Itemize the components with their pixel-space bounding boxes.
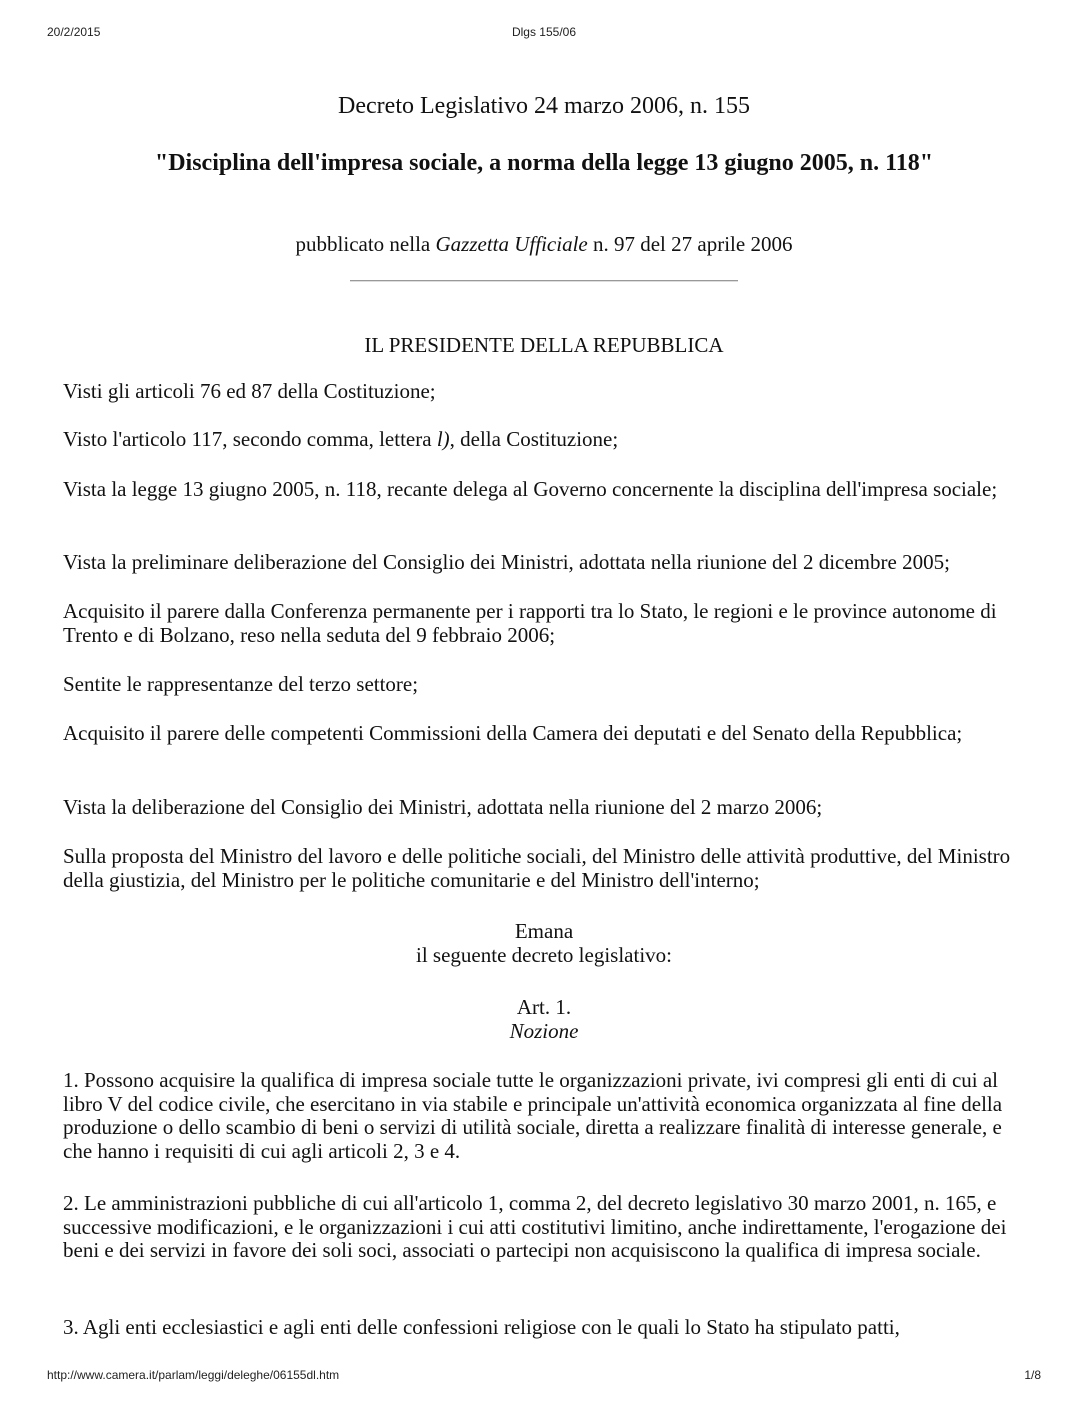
paragraph: Visti gli articoli 76 ed 87 della Costituzione;	[63, 379, 436, 403]
pub-gazette: Gazzetta Ufficiale	[435, 232, 588, 256]
pub-post: n. 97 del 27 aprile 2006	[587, 232, 793, 256]
enactment	[0, 919, 1088, 967]
article-number: Art. 1.	[516, 995, 572, 1019]
paragraph: 3. Agli enti ecclesiastici e agli enti delle confessioni religiose con le quali lo Stato ha stipulato patti,	[63, 1315, 900, 1339]
paragraph: Sentite le rappresentanze del terzo settore;	[63, 672, 419, 696]
p2-italic: l)	[436, 427, 450, 451]
paragraph: Acquisito il parere delle competenti Commissioni della Camera dei deputati e del Senato della Repubblica;	[63, 721, 963, 745]
p2-post: , della Costituzione;	[449, 427, 619, 451]
paragraph: 1. Possono acquisire la qualifica di impresa sociale tutte le organizzazioni private, ivi compresi gli enti di cui al libro V del codice civile, che esercitano in via stabile e principale un'attività economica organizzata al fine della produzione o dello scambio di beni o servizi di utilità sociale, diretta a realizzare finalità di interesse generale, e che hanno i requisiti di cui agli articoli 2, 3 e 4.	[63, 1068, 1003, 1163]
p2-pre: Visto l'articolo 117, secondo comma, lettera	[63, 427, 437, 451]
article-heading	[0, 995, 1088, 1043]
divider	[350, 280, 738, 282]
pub-pre: pubblicato nella	[295, 232, 436, 256]
print-url: http://www.camera.it/parlam/leggi/deleghe/06155dl.htm	[47, 1368, 340, 1382]
print-date: 20/2/2015	[47, 25, 101, 39]
president-heading: IL PRESIDENTE DELLA REPUBBLICA	[364, 333, 724, 357]
page-number: 1/8	[1024, 1368, 1041, 1382]
paragraph: Vista la legge 13 giugno 2005, n. 118, recante delega al Governo concernente la disciplina dell'impresa sociale;	[63, 477, 998, 501]
paragraph: Vista la deliberazione del Consiglio dei Ministri, adottata nella riunione del 2 marzo 2006;	[63, 795, 823, 819]
print-title: Dlgs 155/06	[511, 25, 577, 39]
paragraph: Vista la preliminare deliberazione del Consiglio dei Ministri, adottata nella riunione del 2 dicembre 2005;	[63, 550, 950, 574]
article-title: Nozione	[509, 1019, 579, 1043]
paragraph	[63, 428, 1035, 452]
doc-subtitle: "Disciplina dell'impresa sociale, a norma della legge 13 giugno 2005, n. 118"	[154, 150, 934, 176]
paragraph: Sulla proposta del Ministro del lavoro e delle politiche sociali, del Ministro delle attività produttive, del Ministro della giustizia, del Ministro per le politiche comunitarie e del Ministro dell'interno;	[63, 844, 1011, 892]
emana: Emana	[514, 919, 574, 943]
paragraph: Acquisito il parere dalla Conferenza permanente per i rapporti tra lo Stato, le regioni e le province autonome di Trento e di Bolzano, reso nella seduta del 9 febbraio 2006;	[63, 599, 997, 647]
doc-title: Decreto Legislativo 24 marzo 2006, n. 155	[338, 93, 750, 119]
paragraph: 2. Le amministrazioni pubbliche di cui all'articolo 1, comma 2, del decreto legislativo 30 marzo 2001, n. 165, e successive modificazioni, e le organizzazioni i cui atti costitutivi limitino, anche indirettamente, l'erogazione dei beni e dei servizi in favore dei soli soci, associati o partecipi non acquisiscono la qualifica di impresa sociale.	[63, 1191, 1007, 1262]
publication-info	[0, 232, 1088, 257]
emana-text: il seguente decreto legislativo:	[416, 943, 672, 967]
